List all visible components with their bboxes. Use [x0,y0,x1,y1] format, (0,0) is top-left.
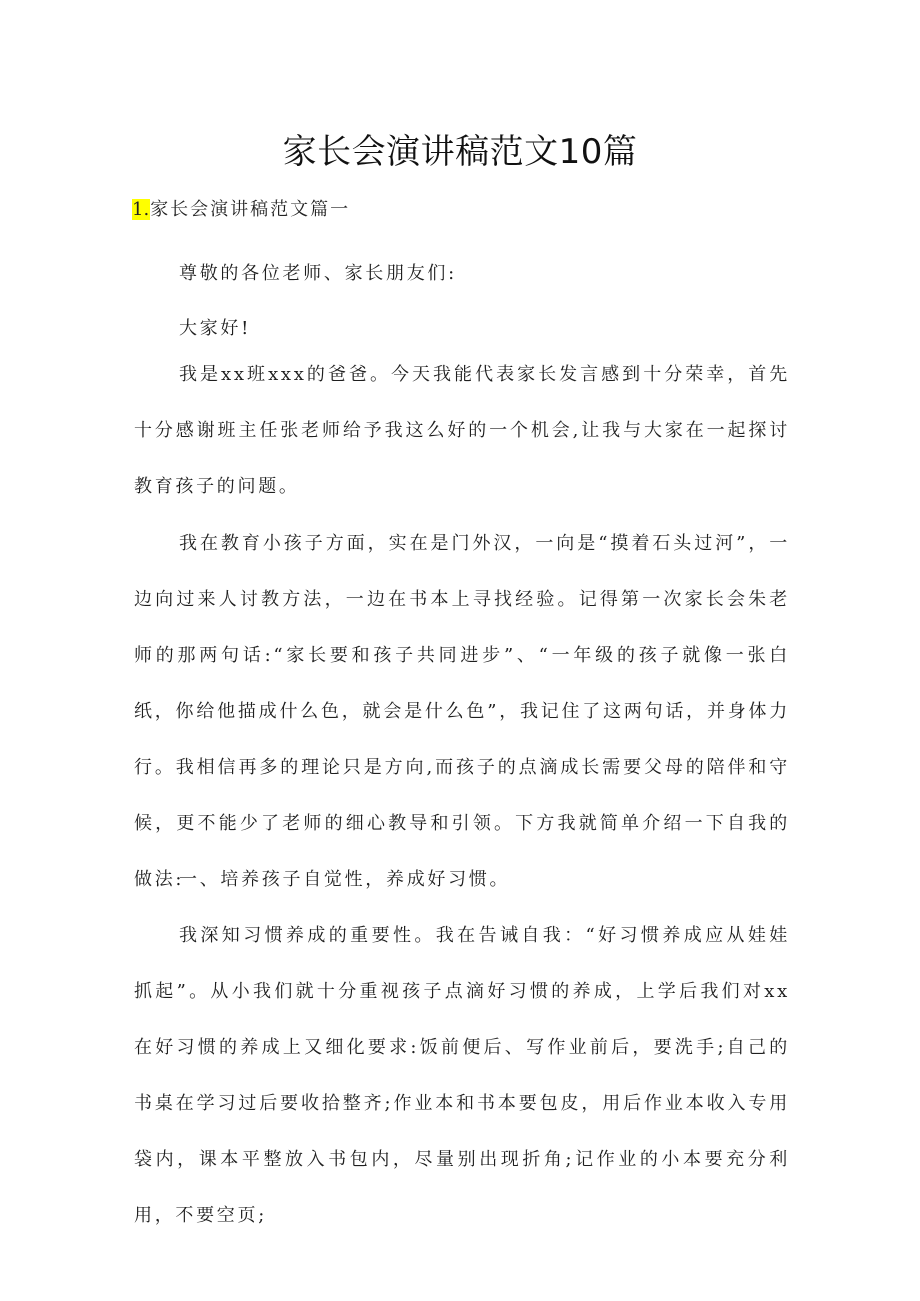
intro-paragraph: 我是xx班xxx的爸爸。今天我能代表家长发言感到十分荣幸，首先十分感谢班主任张老师给予我这么好的一个机会,让我与大家在一起探讨教育孩子的问题。 [134,364,790,497]
subheading-habits: 一、培养孩子自觉性，养成好习惯。 [179,869,511,890]
section-number-highlight: 1. [132,199,150,220]
section-heading [132,196,350,224]
habit-paragraph: 我深知习惯养成的重要性。我在告诫自我：“好习惯养成应从娃娃抓起”。从小我们就十分重视孩子点滴好习惯的养成，上学后我们对xx在好习惯的养成上又细化要求:饭前便后、写作业前后，要洗手;自己的书桌在学习过后要收拾整齐;作业本和书本要包皮，用后作业本收入专用袋内，课本平整放入书包内，尽量别出现折角;记作业的小本要充分利用，不要空页; [134,925,790,1226]
document-title: 家长会演讲稿范文10篇 [282,132,638,172]
education-paragraph: 我在教育小孩子方面，实在是门外汉，一向是“摸着石头过河”，一边向过来人讨教方法，一边在书本上寻找经验。记得第一次家长会朱老师的那两句话:“家长要和孩子共同进步”、“一年级的孩子就像一张白纸，你给他描成什么色，就会是什么色”，我记住了这两句话，并身体力行。我相信再多的理论只是方向,而孩子的点滴成长需要父母的陪伴和守候，更不能少了老师的细心教导和引领。下方我就简单介绍一下自我的做法: [134,533,790,890]
greeting-paragraph: 尊敬的各位老师、家长朋友们: [179,263,457,284]
hello-paragraph: 大家好! [179,318,252,339]
section-heading-text: 家长会演讲稿范文篇一 [150,199,351,220]
